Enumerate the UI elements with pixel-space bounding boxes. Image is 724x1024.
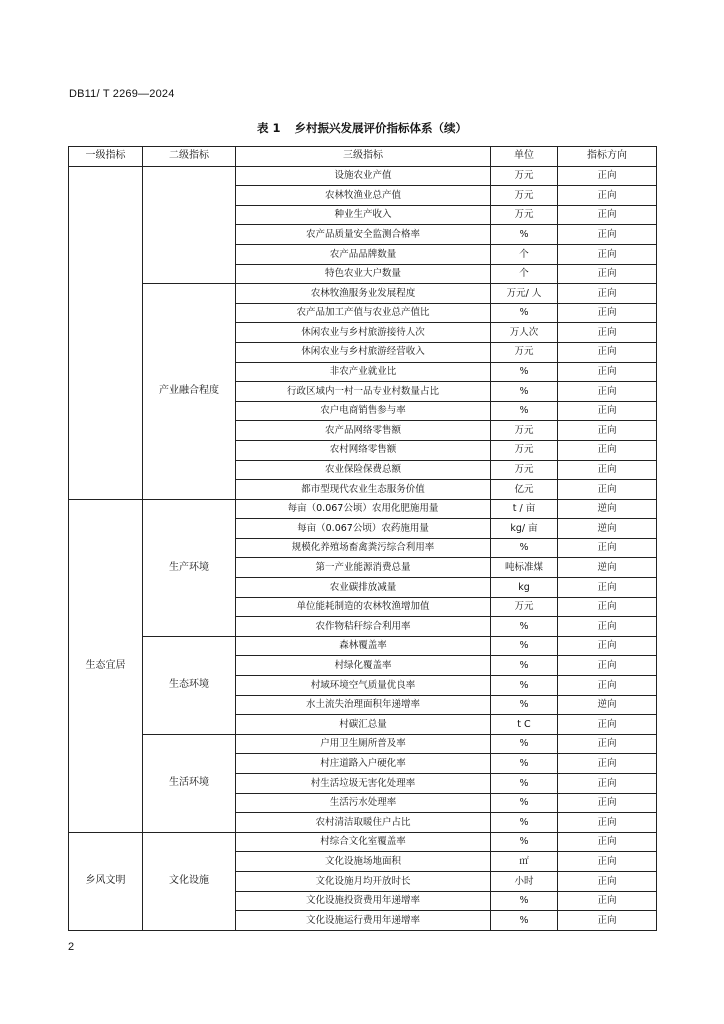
header-level1: 一级指标 xyxy=(69,147,143,167)
direction-cell: 正向 xyxy=(558,832,657,852)
direction-cell: 正向 xyxy=(558,205,657,225)
level3-cell: 村生活垃圾无害化处理率 xyxy=(236,774,491,794)
direction-cell: 正向 xyxy=(558,617,657,637)
unit-cell: % xyxy=(491,793,558,813)
unit-cell: ㎡ xyxy=(491,852,558,872)
level3-cell: 每亩（0.067公顷）农药施用量 xyxy=(236,519,491,539)
indicator-table xyxy=(68,146,657,931)
level3-cell: 农户电商销售参与率 xyxy=(236,401,491,421)
direction-cell: 正向 xyxy=(558,538,657,558)
unit-cell: % xyxy=(491,754,558,774)
level3-cell: 农产品加工产值与农业总产值比 xyxy=(236,303,491,323)
table-title: 乡村振兴发展评价指标体系（续） xyxy=(294,121,467,135)
direction-cell: 正向 xyxy=(558,597,657,617)
unit-cell: % xyxy=(491,676,558,696)
direction-cell: 正向 xyxy=(558,225,657,245)
level3-cell: 休闲农业与乡村旅游接待人次 xyxy=(236,323,491,343)
unit-cell: % xyxy=(491,225,558,245)
unit-cell: 个 xyxy=(491,244,558,264)
unit-cell: % xyxy=(491,813,558,833)
level3-cell: 农产品质量安全监测合格率 xyxy=(236,225,491,245)
unit-cell: % xyxy=(491,362,558,382)
level2-cell: 生态环境 xyxy=(143,636,236,734)
unit-cell: 万元/ 人 xyxy=(491,284,558,304)
unit-cell: 个 xyxy=(491,264,558,284)
level1-cell: 生态宜居 xyxy=(69,499,143,832)
unit-cell: 万元 xyxy=(491,460,558,480)
direction-cell: 正向 xyxy=(558,636,657,656)
unit-cell: % xyxy=(491,538,558,558)
level3-cell: 农林牧渔业总产值 xyxy=(236,186,491,206)
level3-cell: 单位能耗制造的农林牧渔增加值 xyxy=(236,597,491,617)
table-label: 表 1 xyxy=(256,121,281,135)
unit-cell: % xyxy=(491,382,558,402)
level3-cell: 农作物秸秆综合利用率 xyxy=(236,617,491,637)
level3-cell: 农产品网络零售额 xyxy=(236,421,491,441)
level3-cell: 每亩（0.067公顷）农用化肥施用量 xyxy=(236,499,491,519)
level3-cell: 第一产业能源消费总量 xyxy=(236,558,491,578)
table-row xyxy=(69,734,657,754)
level3-cell: 农村网络零售额 xyxy=(236,440,491,460)
direction-cell: 正向 xyxy=(558,421,657,441)
direction-cell: 正向 xyxy=(558,715,657,735)
level2-cell: 生活环境 xyxy=(143,734,236,832)
table-row xyxy=(69,832,657,852)
unit-cell: % xyxy=(491,695,558,715)
unit-cell: % xyxy=(491,774,558,794)
level3-cell: 村域环境空气质量优良率 xyxy=(236,676,491,696)
table-row xyxy=(69,636,657,656)
level3-cell: 文化设施月均开放时长 xyxy=(236,871,491,891)
level3-cell: 水土流失治理面积年递增率 xyxy=(236,695,491,715)
direction-cell: 正向 xyxy=(558,342,657,362)
direction-cell: 正向 xyxy=(558,793,657,813)
header-unit: 单位 xyxy=(491,147,558,167)
level3-cell: 村碳汇总量 xyxy=(236,715,491,735)
unit-cell: % xyxy=(491,303,558,323)
level3-cell: 农产品品牌数量 xyxy=(236,244,491,264)
level3-cell: 村庄道路入户硬化率 xyxy=(236,754,491,774)
direction-cell: 正向 xyxy=(558,871,657,891)
unit-cell: % xyxy=(491,832,558,852)
level3-cell: 农业碳排放减量 xyxy=(236,578,491,598)
direction-cell: 正向 xyxy=(558,323,657,343)
table-row xyxy=(69,166,657,186)
unit-cell: kg xyxy=(491,578,558,598)
direction-cell: 正向 xyxy=(558,578,657,598)
unit-cell: % xyxy=(491,401,558,421)
level3-cell: 文化设施运行费用年递增率 xyxy=(236,911,491,931)
level3-cell: 农林牧渔服务业发展程度 xyxy=(236,284,491,304)
direction-cell: 正向 xyxy=(558,284,657,304)
direction-cell: 正向 xyxy=(558,264,657,284)
direction-cell: 正向 xyxy=(558,303,657,323)
direction-cell: 正向 xyxy=(558,734,657,754)
level2-cell: 产业融合程度 xyxy=(143,284,236,500)
level3-cell: 农村清洁取暖住户占比 xyxy=(236,813,491,833)
page-number: 2 xyxy=(68,941,75,953)
direction-cell: 逆向 xyxy=(558,558,657,578)
direction-cell: 正向 xyxy=(558,754,657,774)
header-direction: 指标方向 xyxy=(558,147,657,167)
unit-cell: 万元 xyxy=(491,342,558,362)
table-caption xyxy=(0,120,724,136)
direction-cell: 正向 xyxy=(558,676,657,696)
level3-cell: 村综合文化室覆盖率 xyxy=(236,832,491,852)
direction-cell: 正向 xyxy=(558,460,657,480)
direction-cell: 正向 xyxy=(558,480,657,500)
unit-cell: t / 亩 xyxy=(491,499,558,519)
direction-cell: 正向 xyxy=(558,813,657,833)
direction-cell: 正向 xyxy=(558,440,657,460)
level3-cell: 种业生产收入 xyxy=(236,205,491,225)
level1-cell xyxy=(69,166,143,499)
direction-cell: 逆向 xyxy=(558,695,657,715)
header-level3: 三级指标 xyxy=(236,147,491,167)
direction-cell: 逆向 xyxy=(558,499,657,519)
level3-cell: 都市型现代农业生态服务价值 xyxy=(236,480,491,500)
level2-cell: 生产环境 xyxy=(143,499,236,636)
unit-cell: % xyxy=(491,734,558,754)
direction-cell: 正向 xyxy=(558,166,657,186)
header-level2: 二级指标 xyxy=(143,147,236,167)
direction-cell: 正向 xyxy=(558,911,657,931)
level3-cell: 行政区域内一村一品专业村数量占比 xyxy=(236,382,491,402)
level3-cell: 农业保险保费总额 xyxy=(236,460,491,480)
direction-cell: 正向 xyxy=(558,401,657,421)
level3-cell: 休闲农业与乡村旅游经营收入 xyxy=(236,342,491,362)
unit-cell: 小时 xyxy=(491,871,558,891)
direction-cell: 正向 xyxy=(558,382,657,402)
unit-cell: 万元 xyxy=(491,205,558,225)
level3-cell: 森林覆盖率 xyxy=(236,636,491,656)
direction-cell: 正向 xyxy=(558,186,657,206)
unit-cell: 万人次 xyxy=(491,323,558,343)
standard-number: DB11/ T 2269—2024 xyxy=(69,88,175,100)
unit-cell: 万元 xyxy=(491,421,558,441)
unit-cell: 万元 xyxy=(491,597,558,617)
level1-cell: 乡风文明 xyxy=(69,832,143,930)
direction-cell: 正向 xyxy=(558,852,657,872)
unit-cell: % xyxy=(491,911,558,931)
unit-cell: 万元 xyxy=(491,166,558,186)
level3-cell: 户用卫生厕所普及率 xyxy=(236,734,491,754)
level2-cell: 文化设施 xyxy=(143,832,236,930)
unit-cell: t C xyxy=(491,715,558,735)
unit-cell: % xyxy=(491,636,558,656)
unit-cell: % xyxy=(491,656,558,676)
unit-cell: % xyxy=(491,891,558,911)
direction-cell: 正向 xyxy=(558,362,657,382)
direction-cell: 正向 xyxy=(558,656,657,676)
level3-cell: 设施农业产值 xyxy=(236,166,491,186)
level3-cell: 特色农业大户数量 xyxy=(236,264,491,284)
unit-cell: kg/ 亩 xyxy=(491,519,558,539)
direction-cell: 逆向 xyxy=(558,519,657,539)
level3-cell: 规模化养殖场畜禽粪污综合利用率 xyxy=(236,538,491,558)
table-row xyxy=(69,284,657,304)
unit-cell: % xyxy=(491,617,558,637)
unit-cell: 吨标准煤 xyxy=(491,558,558,578)
table-row xyxy=(69,499,657,519)
table-header-row xyxy=(69,147,657,167)
level3-cell: 文化设施投资费用年递增率 xyxy=(236,891,491,911)
level3-cell: 村绿化覆盖率 xyxy=(236,656,491,676)
level2-cell xyxy=(143,166,236,284)
table-body xyxy=(69,166,657,930)
direction-cell: 正向 xyxy=(558,891,657,911)
level3-cell: 非农产业就业比 xyxy=(236,362,491,382)
level3-cell: 文化设施场地面积 xyxy=(236,852,491,872)
level3-cell: 生活污水处理率 xyxy=(236,793,491,813)
direction-cell: 正向 xyxy=(558,774,657,794)
unit-cell: 万元 xyxy=(491,186,558,206)
unit-cell: 亿元 xyxy=(491,480,558,500)
direction-cell: 正向 xyxy=(558,244,657,264)
unit-cell: 万元 xyxy=(491,440,558,460)
